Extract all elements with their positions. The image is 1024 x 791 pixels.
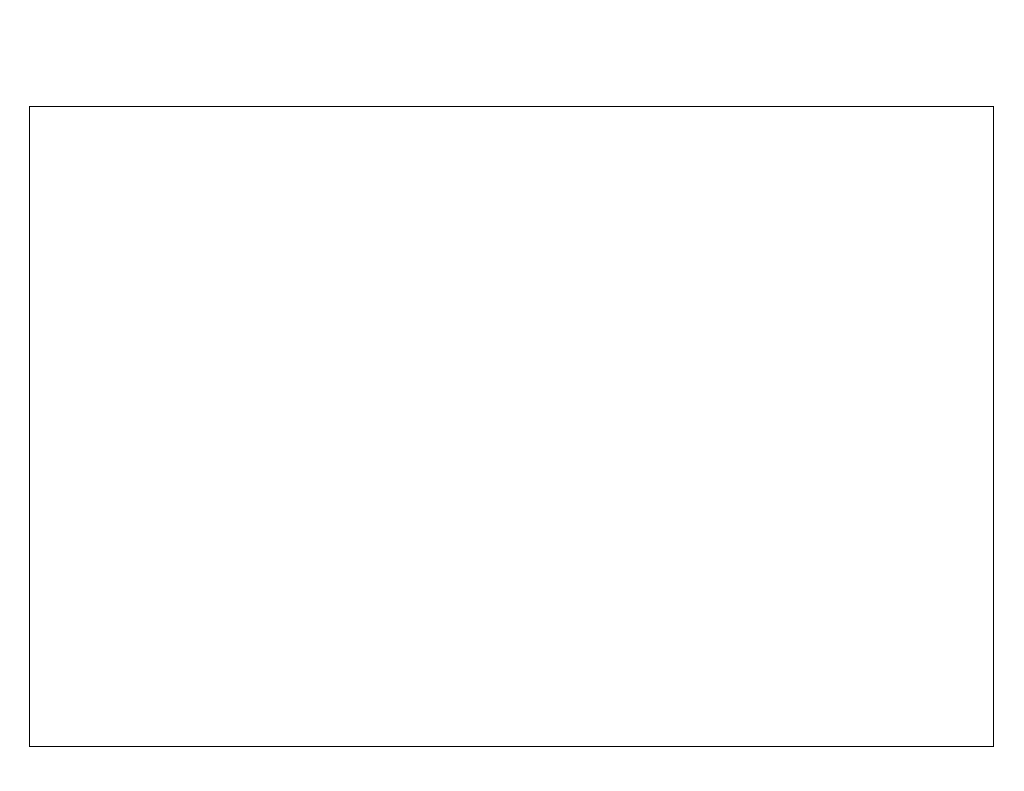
activity-table [29, 106, 994, 747]
